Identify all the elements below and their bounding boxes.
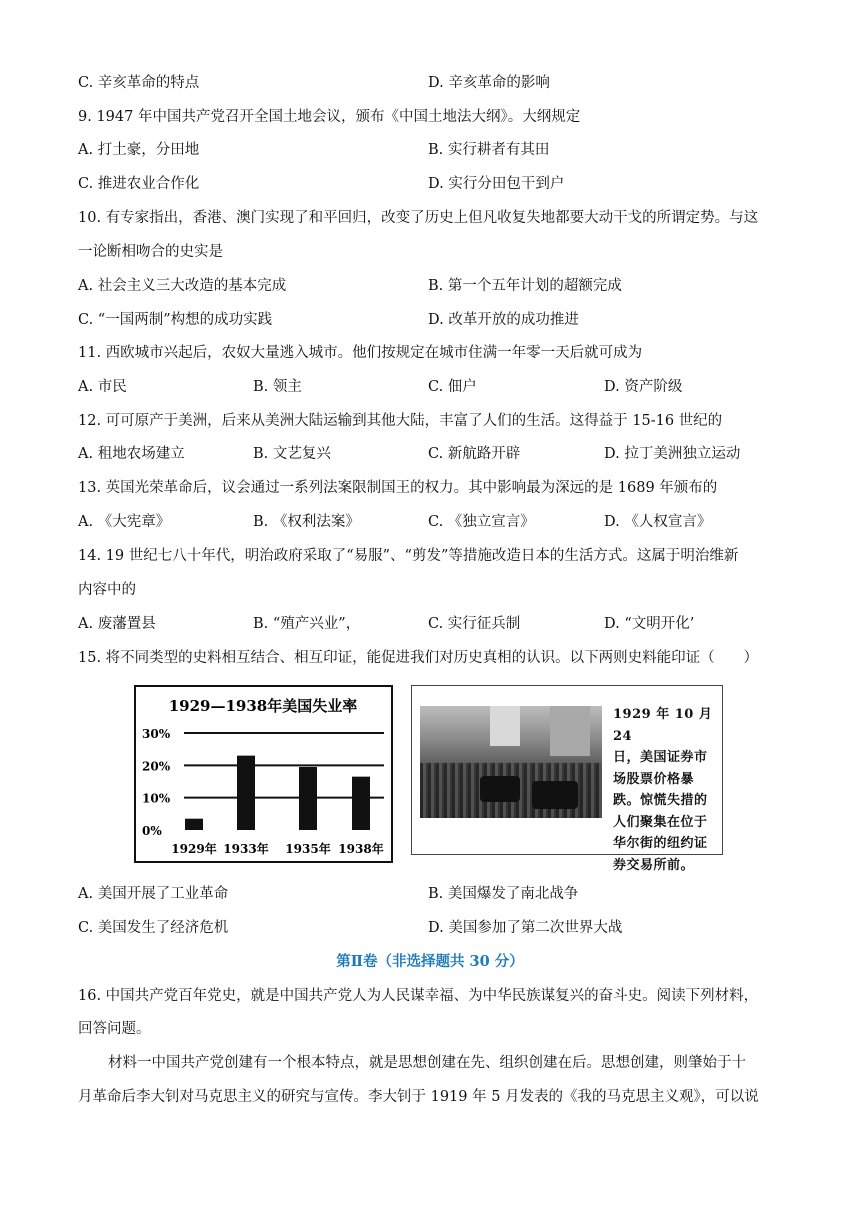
q15-option-c: C. 美国发生了经济危机 — [78, 920, 229, 936]
q11-option-a: A. 市民 — [78, 379, 127, 395]
wall-street-figure — [411, 685, 723, 873]
chart-ytick-label: 10% — [142, 791, 171, 806]
chart-title: 1929—1938年美国失业率 — [168, 697, 358, 715]
q14-option-a: A. 废藩置县 — [78, 616, 156, 632]
q10-option-a: A. 社会主义三大改造的基本完成 — [78, 278, 287, 294]
q13-option-a: A. 《大宪章》 — [78, 514, 171, 530]
q9-stem: 9. 1947 年中国共产党召开全国土地会议，颁布《中国土地法大纲》。大纲规定 — [78, 109, 581, 125]
q13-option-b: B. 《权利法案》 — [253, 514, 360, 530]
chart-xtick-label: 1929年 — [171, 842, 217, 856]
section-2-title: 第Ⅱ卷（非选择题共 30 分） — [336, 953, 524, 970]
unemployment-chart — [134, 685, 393, 863]
q14-option-c: C. 实行征兵制 — [428, 616, 521, 632]
q10-option-b: B. 第一个五年计划的超额完成 — [428, 278, 622, 294]
q10-stem-line1: 10. 有专家指出，香港、澳门实现了和平回归，改变了历史上但凡收复失地都要大动干戈的所谓定势。与这 — [78, 210, 759, 226]
q16-material-line1: 材料一中国共产党创建有一个根本特点，就是思想创建在先、组织创建在后。思想创建，则肇始于十 — [108, 1055, 746, 1071]
q14-stem-line1: 14. 19 世纪七八十年代，明治政府采取了“易服”、“剪发”等措施改造日本的生活方式。这属于明治维新 — [78, 548, 739, 564]
q11-option-c: C. 佃户 — [428, 379, 477, 395]
q8-option-d: D. 辛亥革命的影响 — [428, 75, 550, 91]
q9-option-d: D. 实行分田包干到户 — [428, 176, 565, 192]
q12-option-d: D. 拉丁美洲独立运动 — [604, 446, 741, 462]
chart-xtick-label: 1935年 — [285, 842, 331, 856]
chart-ytick-label: 30% — [142, 727, 171, 741]
q15-option-a: A. 美国开展了工业革命 — [78, 886, 229, 902]
q13-stem: 13. 英国光荣革命后，议会通过一系列法案限制国王的权力。其中影响最为深远的是 1689 年颁布的 — [78, 480, 718, 496]
q14-option-b: B. “殖产兴业”， — [253, 616, 361, 632]
q12-option-b: B. 文艺复兴 — [253, 446, 331, 462]
q12-stem: 12. 可可原产于美洲，后来从美洲大陆运输到其他大陆，丰富了人们的生活。这得益于 15-16 世纪的 — [78, 413, 723, 429]
q12-option-c: C. 新航路开辟 — [428, 446, 521, 462]
chart-ytick-label: 0% — [142, 824, 162, 838]
q13-option-c: C. 《独立宣言》 — [428, 514, 535, 530]
q9-option-b: B. 实行耕者有其田 — [428, 142, 550, 158]
photo-caption: 1929 年 10 月 24 日，美国证券市 场股票价格暴 跌。惊慌失措的 人们聚集在位于 华尔街的纽约证 券交易所前。 — [613, 707, 713, 873]
q15-option-d: D. 美国参加了第二次世界大战 — [428, 920, 623, 936]
q10-option-c: C. “一国两制”构想的成功实践 — [78, 312, 273, 328]
q14-stem-line2: 内容中的 — [78, 582, 136, 598]
q16-material-line2: 月革命后李大钊对马克思主义的研究与宣传。李大钊于 1919 年 5 月发表的《我的马克思主义观》，可以说 — [78, 1089, 759, 1105]
q11-option-b: B. 领主 — [253, 379, 302, 395]
chart-xtick-label: 1933年 — [223, 842, 269, 856]
q16-stem-line2: 回答问题。 — [78, 1021, 151, 1037]
chart-bar — [237, 756, 255, 830]
q15-stem: 15. 将不同类型的史料相互结合、相互印证，能促进我们对历史真相的认识。以下两则史料能印证（ ） — [78, 650, 759, 666]
q10-option-d: D. 改革开放的成功推进 — [428, 312, 579, 328]
q14-option-d: D. “文明开化’ — [604, 616, 695, 632]
q15-option-b: B. 美国爆发了南北战争 — [428, 886, 579, 902]
unemployment-chart-svg — [136, 687, 391, 861]
q8-option-c: C. 辛亥革命的特点 — [78, 75, 200, 91]
q11-option-d: D. 资产阶级 — [604, 379, 683, 395]
q12-option-a: A. 租地农场建立 — [78, 446, 185, 462]
q10-stem-line2: 一论断相吻合的史实是 — [78, 244, 223, 260]
wall-street-crowd-photo — [420, 706, 602, 818]
chart-ytick-label: 20% — [142, 759, 171, 774]
chart-bar — [185, 819, 203, 830]
q13-option-d: D. 《人权宣言》 — [604, 514, 712, 530]
chart-bar — [352, 777, 370, 830]
chart-bar — [299, 767, 317, 830]
q9-option-a: A. 打土豪，分田地 — [78, 142, 200, 158]
chart-xtick-label: 1938年 — [338, 842, 384, 856]
q11-stem: 11. 西欧城市兴起后，农奴大量逃入城市。他们按规定在城市住满一年零一天后就可成为 — [78, 345, 643, 361]
q16-stem-line1: 16. 中国共产党百年党史，就是中国共产党人为人民谋幸福、为中华民族谋复兴的奋斗史。阅读下列材料， — [78, 988, 759, 1004]
q9-option-c: C. 推进农业合作化 — [78, 176, 200, 192]
